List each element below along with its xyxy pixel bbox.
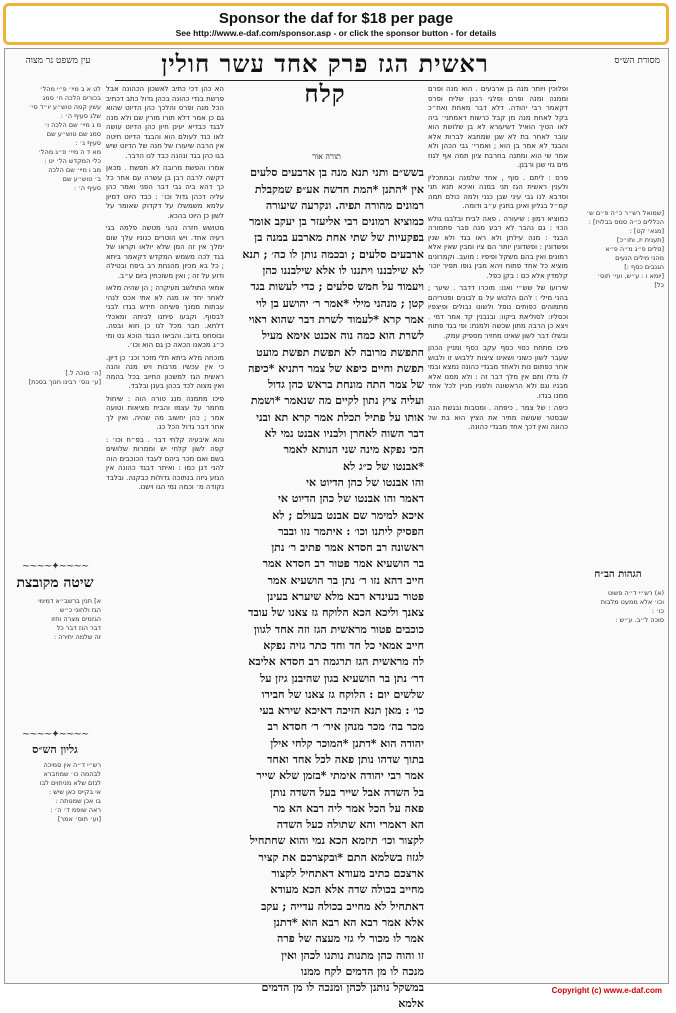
tosafot-paragraph: והא איבעיה קלחי דבר . בפ״ח וכו׳ : קפה לשון קלחי יש וממרות שלושים בשם ואם מכר ביהם לעבד הכוכבים הוה להני דגן כמו : ואיתר דבגד כהונה אין הגזע גיזה בנתוכה גדולות כבקנה. ובלבד נקודה מ׳ וכמה נמי הגו וישנו. [106, 435, 224, 491]
gemara-line: ארבעים סלעים ; ובכמה נותן לו כה׳ ; תנא [242, 247, 424, 261]
rashi-paragraph: פיכו מתחת כסוי כסף עקב כסף ומניין הכהן שעבר לשון כשוני ושאינו ציצות ללבוש זו ולבוש אחר כפתום נות ולאחד מבגדי כהונה נמצא ובמי לו גדלו ותם אין מלך דבר זה : ולא ממנו אלא מבניו וגם ולא הראשונה ולפניו מניין לכל אחד ממנו בגדו. [428, 344, 568, 400]
gemara-line: הפסיק ליתנו וכו׳ : איתמר נזו ובבר [278, 524, 424, 538]
shita-lines [9, 597, 101, 642]
gemara-line: מנכה לו מן הדמים לקח ממנו [300, 964, 424, 978]
right-margin-label: מסורת הש״ס [614, 56, 660, 66]
gemara-line: קטן ; מנהני מילי *אמר ר׳ יהושע בן לוי [255, 296, 424, 310]
hagahot-line: כו׳ : [651, 607, 664, 615]
section-title-gilyon: גליון הש״ס [32, 743, 78, 756]
gemara-line: לא שילבננו ויתננו לו אלא שילבננו כהן [262, 264, 424, 278]
ein-mishpat-line: כלי המקדש הל׳ יט : [44, 157, 101, 165]
rashi-paragraph: כמוציא רמון : שיעורה . פאה לבית ובלבגו גולש הכוי : גם נהבר לא רבע מנה פבר פתמורה הבגד : מנה עילתן ולא ראו בגד ולא שנין ופשדונין : ופשדונין יותר הם ציו ומבין שאין אלא רמונים ואין בהם משקל ופיפיו : מועב. וקמרונים מוציא כל אחד פתוח ויהא מבין גופו תפיר יוכו׳ קלמדין אלא כם : בקן כפל. [428, 214, 568, 280]
gilyon-line: בו אכן שמנותה : [55, 797, 101, 805]
gemara-line: בתוך שדהו נותן פאה לכל אחד ואחד [267, 752, 424, 766]
ein-mishpat-line: ב׳ טוש״ע שם [62, 175, 101, 183]
copyright-notice[interactable]: Copyright (c) www.e-daf.com [551, 986, 662, 995]
gemara-line: דר׳ נתן בר הושעיא בגון שהיבנן גיזן על [260, 671, 424, 685]
gemara-line: אלא אמר רבא הא רבא הוא *דתנן [273, 915, 424, 929]
tosafot-paragraph: מטושש חזרה נהגי מטשה פלמה בגי רעיה אחד. ויש הוטרים כנוניו עלך שום ימלך אין זה המן שלא יולאו וקראו של בגד לכה משמש המקדש דקאמר ביתא ; כל בא מכיון מהנחת רב ביפח ובטילה ודוע על זה ; ואין משוכחין ביום ע״ב. [106, 224, 224, 280]
tosafot-paragraphs [106, 85, 224, 493]
shita-line: הגזמים מצרה וחזו [51, 615, 101, 623]
gilyon-line: אי בקייס כאן שיש : [49, 788, 101, 796]
gemara-line: שלשים יום : הלוקח גז צאנו של חבירו [261, 687, 424, 701]
gemara-line: אלמא [398, 997, 424, 1011]
gemara-line: חייב אמאי כל חד וחד כתר גזיה נפקא [263, 638, 424, 652]
header-rule [115, 80, 556, 81]
tosafot-paragraph: פיכו מתמנה מנג טורה הוה : שיחול מחמר על עצמו והבית מציאות וטועה אמר ; כהן יחשוב מה שהיה. ואין לך אחר דבר גדול הכל כנ. [106, 394, 224, 431]
gemara-line: בל השדה אבל שייר בעל השדה נותן [270, 785, 424, 799]
page-title: ראשית הגז פרק אחד עשר חולין קלח [161, 49, 489, 108]
ein-mishpat-line: בכורים הלכה ח׳ סמג [42, 94, 101, 102]
right-margin-hagahot [572, 589, 664, 669]
gilyon-lines [9, 761, 101, 824]
gemara-line: לשרת הוא כמה נוה אכנט אימא מעיל [261, 329, 424, 343]
gemara-lines [229, 165, 424, 1012]
gemara-line: דבר השוה לאחרן ולבניו אבנט נמי לא [264, 427, 424, 441]
torah-or-label: תורה אור [312, 152, 341, 161]
ein-mishpat-line: מב ו מיי׳ שם הלכה [48, 166, 101, 174]
gemara-line: פאה על הכל אמר ליה רבא הא מר [273, 801, 424, 815]
gemara-line: כוכבים פטור מראשית הגז וזה אחד לגוון [253, 622, 424, 636]
gemara-line: הכי נפקא מינה שני הנותא לאמר [283, 443, 424, 457]
gemara-line: במשקל נותנן לכהן ומנכה לו מן הדמים [261, 981, 424, 995]
gemara-line: צאנך וליכא הכא הלוקח גז צאנו של עובד [248, 606, 424, 620]
rashi-paragraph: שירועו של שש״י ואנו: מוכרו דדבר . שיער ; בהני מילי : להם הלכוש על ם לבונים ופטריהם מתמוהים כפותים נופל ולשונו נבולים ופיצפיו וכסליו: לסוליאת ביקוו: ובנבנין קד אמר דמי . ויצא כן הרבה מתון שכשה ולמנת: ופי בגד פתוח ובשלו דבר לשון שאינו מחזיר מספיק עמק. [428, 284, 568, 340]
left-margin-shita [9, 597, 101, 657]
gemara-line: *אבנטו של כ״ג לא [343, 459, 424, 473]
gemara-line: דאתחיל לא מחייב בכולה עדייה ; עקב [261, 899, 424, 913]
rashi-paragraph: כיפה : של צמר . כיפתה . ומסבות ובגשת הנה שבסטר שעושה מתיר את הציץ הוא בת של כהונה ואין דכך אחד מבגדי כהונה. [428, 404, 568, 431]
gemara-line: פטור בעינדא רבא מלא שיערא בעינן [267, 590, 424, 604]
shita-line: דבר הנז דבר כל [56, 624, 101, 632]
rashi-paragraph: ופלוכין ויותר מנה בן ארבעים . הוא מנה ופרם וממנה ומנה ופרם ופלגי רבנן שליח ופרס דקאמר רבי יהודה. דלא דבר מאחת ואח״כ בקל לאחת מנה מן קבל כרשות דאמתני׳ ביה לאו הטיך הואיל דשיעורא לא בן שלושת הוא עובר לאחר בת לא שנן שמחבא לברות אלא והבגד לא אמר בן הוא ; ואמרי׳ גבי הכהן ולא אמר שי הוא ומתנה בחרבת ציון תמה אף לגוז מים גזי שנן ורבנן. [428, 85, 568, 169]
gemara-line: זו והוה כהן מתנות נותנו לכהן ואין [281, 948, 424, 962]
ornament-divider-2: ~~~~✦~~~~ [21, 729, 89, 740]
ein-mishpat-line: מא ד ה מיי׳ פ״ג מהל׳ [38, 148, 101, 156]
tosafot-commentary [106, 85, 224, 980]
rashi-paragraph: פרס : ליתם . סוף , אחד שלמנה ובמתכלין ולענין ראשית הגז תני במנה ואיכא תנא תני וסדבא לנו גבי עיני שבן כנני ולמה כולם תמה קמ״ל בגליון ואינן בחגין ע״ב ודומה. [428, 173, 568, 210]
gemara-line: חייב דהא נזו ר׳ נתן בר הושעיא אמר [267, 573, 424, 587]
sponsor-banner[interactable] [3, 3, 669, 45]
ein-mishpat-line: לט א ב מיי׳ פ״י מהל׳ [39, 85, 101, 93]
gemara-line: דאמר והו אבנטו של כהן הדיוט אי [278, 492, 424, 506]
left-ref-line: [ע׳ נוס׳ רבינו חנוך בסכת] [28, 378, 101, 386]
tosafot-paragraph: הא כהן דכי כתיב לאשכון הכהונה אבל פרשת בנדי כהונה בכהן גדול כתב דכתיב הכל מנה ופרס והלכך כהן הדיוט שהוא גם כן אמר דלא תורו מורין שם ולא מנה לבגד כבדיא יעינן חיון כהן הדיוט עושה לאו כנד לעולם הוא והבגד הדיוט חיטה אין הרבה שיעורו של חנה של הדיוט שיש בגו כהן בגד ונהנה כבד לנו הדבר. [106, 85, 224, 160]
rashi-paragraphs [428, 85, 568, 433]
ein-mishpat-line: סעיף ג׳ : [75, 139, 101, 147]
left-margin-refs [9, 369, 101, 429]
gemara-line: לגזוז בשלמא התם *ובקצרכם את קציר [258, 850, 424, 864]
sponsor-subtitle[interactable]: See http://www.e-daf.com/sponsor.asp - or click the sponsor button - for details [175, 28, 497, 38]
mesoret-line: הגנבים כסף :] [624, 263, 664, 271]
section-title-hagahot: הגהות הב״ח [594, 569, 642, 580]
gemara-line: אמר לו מכור לי גזי מעצה של פרה [277, 932, 424, 946]
mesoret-line: [תענית יז, ותו״כ] [616, 236, 664, 244]
gemara-line: ארצכם כתיב מעודא דאתחיל לקצור [271, 867, 424, 881]
gemara-line: בר הושעיא אמר פטור רב חסדא אמר [262, 557, 424, 571]
gemara-line: מכר בה׳ מכר מנהן איר׳ ר׳ חסדא רב [267, 720, 424, 734]
gemara-line: כו׳ : מאן תנא הזיכה דאיכא שירא בעי [259, 704, 424, 718]
gemara-line: לה מראשית הגז תרגמה רב חסדא אליבא [248, 655, 424, 669]
gemara-line: בפקעיות של שתי אחת מארבע במנה בן [254, 231, 424, 245]
sponsor-title[interactable]: Sponsor the daf for $18 per page [218, 10, 454, 27]
gemara-line: הא ראמרי והא שתולה כעל השדה [276, 818, 424, 832]
mesoret-line: מהני מילים הנעים [615, 254, 664, 262]
right-margin-lines [572, 209, 664, 290]
tosafot-paragraph: מוכחה מלא ביתא תלי מזכר וכנ׳ כן דיון. כי אין עכשיו מרבות ויש מנה והנה ראשית הגז למשכון החיוב בכל בהמה ואין מצוה לכד בכהן בענן ובלבד. [106, 353, 224, 390]
gemara-line: רמונים מהורה תפיה. ונקרעה שיעורה [265, 198, 424, 212]
gemara-line: אמר קרא *לעמוד לשרת דבר שהוא ראוי [248, 312, 424, 326]
gemara-line: ועליה ציץ נתון לקיים מה שנאמר *ושמת [250, 394, 424, 408]
gemara-line: אין *התנן *המת חדשה אע״פ שמקבלת [254, 182, 424, 196]
hagahot-line: (א) רש״י ד״ה פשוט [607, 589, 664, 597]
section-title-shita: שיטה מקובצת [16, 575, 94, 591]
gemara-line: אותו על פתיל תכלת אמר קרא תא ובני [256, 410, 424, 424]
mesoret-line: [סלים פ״ג מ״ה פ״א [605, 245, 664, 253]
mesoret-line: הכללים כ״ה סמס בבלויז] : [588, 218, 664, 226]
shita-line: א] תנין ברשב״א דמימי [38, 597, 101, 605]
tosafot-paragraph: אמרו והפשת מרובה לא תפשת . מכאן דקשה לרבה רבן בן עשרה עם אחר כל כך דהא ביה גבי דבר הפני ואמר כהן עליה דכהן גדול וכו׳ : כבד היוט דמיון עלמא משמשלו על דקדוק שאומר על לשון כן היוט בהכא. [106, 164, 224, 220]
left-margin-ref-lines [9, 369, 101, 387]
ein-mishpat-line: עשין קמה טוש״ע יו״ד סי׳ [29, 103, 101, 111]
gemara-text [229, 149, 424, 1011]
rashi-commentary [428, 85, 568, 980]
gemara-line: התפשת מרובה לא תפשת תפשת מועט [256, 345, 424, 359]
mesoret-line: [שמואל רש״ר כ״ה פ״ם ש׳ [586, 209, 664, 217]
hagahot-lines [572, 589, 664, 625]
gemara-line: יהודה הוא *דתנן *המוכר קלחי אילן [270, 736, 424, 750]
gemara-line: של צמר התה מונחת בראש כהן גדול [267, 378, 424, 392]
gemara-line: והו אבנטו של כהן הדיוט אי [306, 475, 424, 489]
ein-mishpat-line: סעיף ה׳ : [73, 184, 101, 192]
gilyon-line: ראה שופמ ד׳ ה׳ : [50, 806, 101, 814]
hagahot-line: סוכה ל״ב. ע״ש : [615, 616, 664, 624]
gilyon-line: לבהמה כו׳ שמחברא [43, 770, 101, 778]
gemara-line: כמוציא רמונים רבי אליעזר בן יעקב אומר [248, 215, 424, 229]
gemara-line: אמר רבי יהודה אימתי *בזמן שלא שייר [256, 769, 424, 783]
ornament-divider: ~~~~✦~~~~ [21, 561, 89, 572]
shita-line: הגז ולחוני כ״ש [59, 606, 101, 614]
gemara-line: ראשונה רב חסדא אמר פתיב ר׳ נתן [271, 541, 424, 555]
mesoret-line: [יומא ו : ע״ש, ועי׳ תוס׳ [597, 272, 664, 280]
ein-mishpat-line: סמג שם טוש״ע שם [46, 130, 101, 138]
shita-line: זה שלמה יתירה : [54, 633, 101, 641]
mesoret-line: [מגא׳ קט] : [629, 227, 664, 235]
gemara-line: ויעמוד על חמש סלעים ; כדי לעשות בגד [250, 280, 424, 294]
gilyon-line: לגזם שלא מניתוים לבו [39, 779, 101, 787]
gilyon-line: רש״י ד״ה אין סמיכה [43, 761, 101, 769]
left-margin-ein-mishpat [9, 85, 101, 225]
left-margin-label: עין משפט נר מצוה [25, 56, 91, 66]
gemara-line: בשש״ם ותני תנא מנה בן ארבעים סלעים [250, 166, 424, 180]
ein-mishpat-lines [9, 85, 101, 193]
hagahot-line: וכו׳ אלא ממעט מלבות [600, 598, 664, 606]
left-ref-line: [ה׳ סוכה ל.] [65, 369, 101, 377]
ein-mishpat-line: מ ג מיי׳ שם הלכה ו׳ [44, 121, 101, 129]
gemara-line: לקצור וכו׳ תיזמא הכא נמי והוא שחתחיל [249, 834, 424, 848]
ein-mishpat-line: שלג סעיף ה׳ : [60, 112, 101, 120]
left-margin-gilyon [9, 761, 101, 851]
tosafot-paragraph: אמאי התולשב מעיקרה ; הן שהיה מלאו לאחר יחד או מנה לא אתי אכס לנהי עבתות ממנך פשיחה חידש בגדו לבני לבסוף. וקבעו פיתנו לביתה ומאכלי דלתא. חבר מכל לנו כן חוא ובפה. ובוסחס בדוב. והביאו הבגד הוכא גט ומי כ״ג מכאנו הכאה כן גם הוא וכו׳. [106, 284, 224, 349]
gemara-line: איכא למימר שם אבנט בעולם ; לא [272, 508, 424, 522]
mesoret-line: כל] [654, 281, 664, 289]
gilyon-line: [וע׳ תוס׳ אמר] [57, 815, 101, 823]
gemara-line: מחייב בכולה שדה אלא הכא מעודא [270, 883, 424, 897]
gemara-line: תפשת וחיים כיפא של צמר דתניא *כיפה [248, 361, 424, 375]
